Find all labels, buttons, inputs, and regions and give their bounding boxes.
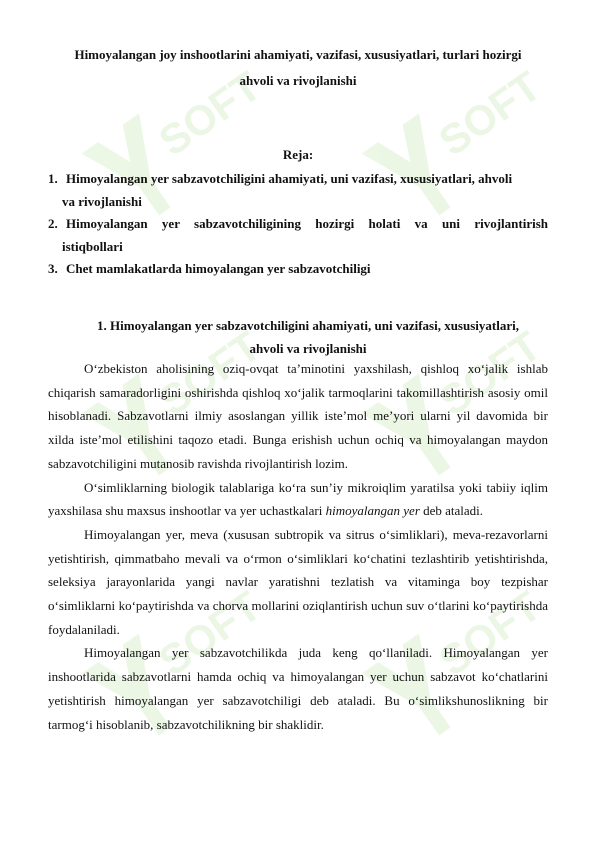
document-title-line-1: Himoyalangan joy inshootlarini ahamiyati, vazifasi, xususiyatlari, turlari hozirgi <box>74 47 522 62</box>
paragraph-4: Himoyalangan yer sabzavotchilikda juda keng qo‘llaniladi. Himoyalangan yer inshootlarida sabzavotlarni hamda ochiq va himoyalangan yer uchun sabzavot ko‘chatlarini yetishtirish himoyalangan yer sabzavotchiligi deb ataladi. Bu o‘simlikshunoslikning bir tarmog‘i hisoblanib, sabzavotchilikning bir shaklidir. <box>48 645 548 732</box>
svg-text:SOFT: SOFT <box>430 61 550 165</box>
paragraph-3: Himoyalangan yer, meva (xususan subtropik va sitrus o‘simliklari), meva-rezavorlarni yetishtirish, qimmatbaho mevali va o‘rmon o‘simliklari ko‘chatini tezlashtirib yetishtirishda, seleksiya jarayonlarida yangi navlar yaratishni tezlatish va vitaminga boy tezpishar o‘simliklarni ko‘paytirishda va chorva mollarini oziqlantirish uchun suv o‘tlarini ko‘paytirishda foydalaniladi. <box>48 526 548 637</box>
plan-item-text-line: istiqbollari <box>62 238 123 254</box>
plan-item-number: 1. <box>48 171 58 186</box>
plan-item-text <box>62 213 548 258</box>
plan-item-1 <box>48 168 548 213</box>
document-title <box>48 42 548 94</box>
plan-item-text <box>62 258 548 281</box>
svg-text:SOFT: SOFT <box>150 581 270 685</box>
plan-item-text <box>62 168 548 213</box>
plan-item-text-line: Himoyalangan yer sabzavotchiligini ahamiyati, uni vazifasi, xususiyatlari, ahvoli <box>66 171 513 186</box>
plan-item-number: 2. <box>48 216 58 231</box>
plan-item-2 <box>48 213 548 258</box>
paragraph-2-term: himoyalangan yer <box>325 503 420 519</box>
plan-item-number: 3. <box>48 261 58 276</box>
plan-list <box>48 168 548 281</box>
document-title-line-2: ahvoli va rivojlanishi <box>239 73 357 88</box>
section-heading <box>68 314 548 360</box>
plan-heading: Reja: <box>282 147 314 162</box>
body-text <box>48 357 548 736</box>
section-heading-line-2: ahvoli va rivojlanishi <box>249 341 367 356</box>
paragraph-1: O‘zbekiston aholisining oziq-ovqat ta’minotini yaxshilash, qishloq xo‘jalik ishlab chiqarish samaradorligini oshirishda qishloq xo‘jalik tarmoqlarini takomillashtirish asosiy omil hisoblanadi. Sabzavotlarni ilmiy asoslangan yillik iste’mol me’yori ularni yil davomida bir xilda iste’mol etilishini taqozo etadi. Bunga erishish uchun ochiq va himoyalangan maydon sabzavotchiligini mutanosib ravishda rivojlantirish lozim. <box>48 361 548 471</box>
svg-text:SOFT: SOFT <box>150 321 270 425</box>
svg-text:SOFT: SOFT <box>150 61 270 165</box>
plan-item-text-line: Himoyalangan yer sabzavotchiligining hozirgi holati va uni rivojlantirish <box>66 216 548 231</box>
svg-text:SOFT: SOFT <box>430 581 550 685</box>
section-heading-line-1: 1. Himoyalangan yer sabzavotchiligini ahamiyati, uni vazifasi, xususiyatlari, <box>97 318 519 333</box>
plan-item-3 <box>48 258 548 281</box>
plan-item-text-line: Chet mamlakatlarda himoyalangan yer sabzavotchiligi <box>66 261 371 276</box>
plan-item-text-line: va rivojlanishi <box>62 193 142 209</box>
svg-text:SOFT: SOFT <box>430 321 550 425</box>
paragraph-2-end: deb ataladi. <box>423 503 484 519</box>
paragraph-2-text: O‘simliklarning biologik talablariga ko‘ra sun’iy mikroiqlim yaratilsa yoki tabiiy iqlim yaxshilasa shu maxsus inshootlar va yer uchastkalari <box>48 479 548 519</box>
paragraph-2 <box>48 476 548 523</box>
